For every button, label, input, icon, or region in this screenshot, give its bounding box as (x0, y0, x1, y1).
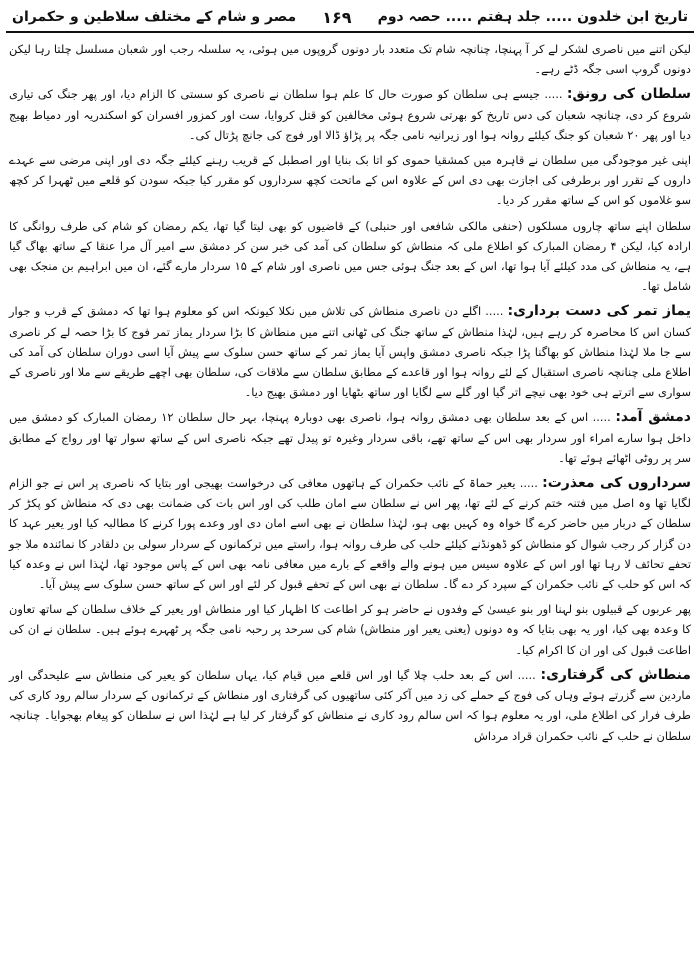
book-page (6, 4, 694, 970)
paragraph-3 (6, 150, 694, 211)
paragraph-8-text: پھر عربوں کے قبیلوں بنو لہنا اور بنو عیسیٰ کے وفدوں نے حاضر ہو کر اطاعت کا اظہار کیا اور منطاش اور یعیر کے خلاف سلطان کے ساتھ تعاون کا وعدہ بھی کیا، اور یہ بھی بتایا کہ وہ دونوں (یعنی یعیر اور منطاش) شام کی سرحد پر رحبہ نامی جگہ پر ٹھہرے ہوئے ہیں۔ سلطان نے ان کی اطاعت قبول کی اور ان کا اکرام کیا۔ (9, 602, 691, 657)
page-number: ۱۶۹ (322, 7, 352, 27)
section-heading-damishq-aamad: دمشق آمد: (615, 409, 691, 426)
paragraph-6-text: ..... اس کے بعد سلطان بھی دمشق روانہ ہوا، ناصری بھی دوبارہ پہنچا، بہر حال سلطان ۱۲ رمضان المبارک کو دمشق میں داخل ہوا سارے امراء اور سردار بھی اس کے ساتھ تھے، باقی سردار وغیرہ تو پیدل تھے جبکہ ناصری اس کے ساتھ سوار تھا اور رواج کے مطابق سر پر روٹی اٹھائے ہوئے تھا۔ (9, 410, 691, 465)
header-book-title: تاریخ ابن خلدون ..... جلد ہفتم ..... حصہ دوم (377, 9, 688, 25)
paragraph-7 (6, 473, 694, 594)
section-heading-sultan-ki-ronaq: سلطان کی رونق: (566, 86, 691, 103)
paragraph-4-text: سلطان اپنے ساتھ چاروں مسلکوں (حنفی مالکی شافعی اور حنبلی) کے قاضیوں کو بھی لیتا گیا تھا، یکم رمضان کو شام کی طرف روانگی کا ارادہ کیا، لیکن ۴ رمضان المبارک کو اطلاع ملی کہ منطاش کو سلطان کی آمد کی خبر سن کر دمشق سے امیر آل مرا عنقا کے ساتھ بھاگ گیا ہے، یہ منطاش کی مدد کیلئے آیا ہوا تھا، اس کے بعد جنگ ہوئی جس میں ناصری اور شام کے ۱۵ سردار مارے گئے، ان میں ابراہیم بن منجک بھی شامل تھا۔ (9, 218, 691, 294)
section-heading-yamaz-tamar: یماز تمر کی دست برداری: (507, 303, 691, 320)
paragraph-5-text: ..... اگلے دن ناصری منطاش کی تلاش میں نکلا کیونکہ اس کو معلوم ہوا تھا کہ دمشق کے قرب و جوار کسان اس کا محاصرہ کر رہے ہیں، لہٰذا منطاش کے ساتھ جنگ کی ٹھانی اتنے میں منطاش کا بڑا سردار یماز تمر فوج کا بڑا حصہ لے کر ناصری سے جا ملا لہٰذا منطاش کو بھاگنا پڑا جبکہ ناصری دمشق واپس آیا یماز تمر کے ساتھ حسن سلوک سے پیش آیا اسی دوران سلطان کی آمد کی اطلاع ملی چنانچہ ناصری استقبال کے لئے روانہ ہوا اور قاعدے کے مطابق سلطان سے ملاقات کی، سلطان بھی اچھے طریقے سے ملا اور ناصری کے سواری سے اترتے ہی خود بھی نیچے اتر گیا اور گلے سے لگایا اور ساتھ بٹھایا اور دمشق بھیج دیا۔ (9, 304, 691, 400)
paragraph-2-text: ..... جیسے ہی سلطان کو صورت حال کا علم ہوا سلطان نے ناصری کو سستی کا الزام دیا، اور پھر جنگ کی تیاری شروع کر دی، چنانچہ شعبان کی دس تاریخ کو بھرتی شروع ہوئی مخالفین کو قتل کروایا، ست اور کمزور افسران کو اسکندریہ اور دمیاط بھیج دیا اور پھر ۲۰ شعبان کو جنگ کیلئے روانہ ہوا اور زیرانیہ نامی جگہ پر پڑاؤ ڈالا اور فوج کی جانچ پڑتال کی۔ (9, 87, 691, 142)
paragraph-9 (6, 665, 694, 746)
paragraph-3-text: اپنی غیر موجودگی میں سلطان نے قاہرہ میں کمشقیا حموی کو اتا بک بنایا اور اصطبل کے قریب رہنے کیلئے جگہ دی اور اپنی مرضی سے عہدے داروں کے تقرر اور برطرفی کی اجازت بھی دی اس کے علاوہ اس کے ماتحت کچھ سرداروں کو مقرر کیا جبکہ سودن کو قلعے میں ٹھہرا کر کچھ سو غلاموں کو اس کے ساتھ مقرر کر دیا۔ (9, 153, 691, 208)
section-heading-mintash-ki-giraftari: منطاش کی گرفتاری: (540, 666, 691, 683)
paragraph-1 (6, 39, 694, 79)
paragraph-4 (6, 216, 694, 297)
page-body (6, 39, 694, 746)
running-header (6, 4, 694, 30)
paragraph-2 (6, 84, 694, 145)
paragraph-5 (6, 301, 694, 402)
paragraph-6 (6, 407, 694, 468)
paragraph-9-text: ..... اس کے بعد حلب چلا گیا اور اس قلعے میں قیام کیا، یہاں سلطان کو یعیر کی منطاش سے علیحدگی اور ماردین سے گزرتے ہوئے وہاں کی فوج کے حملے کی زد میں آکر کئی ساتھیوں کی گرفتاری اور منطاش کے ترکمانوں کے سردار سالم رود کاری کی طرف فرار کی اطلاع ملی، اور یہ معلوم ہوا کہ اس سالم رود کاری نے منطاش کو گرفتار کر لیا ہے لہٰذا اس نے سلطان کو پیغام بھجوایا۔ چنانچہ سلطان نے حلب کے نائب حکمران قراد مرداش (9, 667, 691, 743)
section-heading-sardaron-ki-mazrat: سرداروں کی معذرت: (542, 475, 691, 492)
header-rule (6, 31, 694, 33)
paragraph-8 (6, 599, 694, 660)
paragraph-7-text: ..... یعیر حماۃ کے نائب حکمران کے ہاتھوں معافی کی درخواست بھیجی اور بتایا کہ ناصری پر اس نے جو الزام لگایا تھا وہ اصل میں فتنہ ختم کرنے کے لئے تھا، پھر اس نے سلطان سے امان طلب کی اور اس بات کی ضمانت بھی دی کہ منطاش کو پکڑ کر سلطان کے دربار میں حاضر کرے گا خواہ وہ کہیں بھی ہو، لہٰذا سلطان نے بھی اسے امان دی اور وعدے پورا کرنے کا مطالبہ کیا اور یعیر عہد کا دن گزار کر رجب شوال کو منطاش کو ڈھونڈنے کیلئے حلب کی طرف روانہ ہوا، راستے میں ترکمانوں کے سردار سولی بن دلقادر کا نمائندہ ملا جو تحفے تحائف لا رہا تھا اور اس کے علاوہ سیس میں ہونے والے واقعے کے بارے میں معافی نامہ بھی اس کے پاس موجود تھا، لہٰذا اس نے وعدہ کیا کہ اس کو حلب کے نائب حکمران کے سپرد کر دے گا۔ سلطان نے بھی اس کے تحفے قبول کر لئے اور اس کے ساتھ حسن سلوک سے پیش آیا۔ (9, 476, 691, 592)
header-chapter-title: مصر و شام کے مختلف سلاطین و حکمران (12, 9, 297, 25)
paragraph-1-text: لیکن اتنے میں ناصری لشکر لے کر آ پہنچا، چنانچہ شام تک متعدد بار دونوں گروپوں میں ہوئی، یہ سلسلہ رجب اور شعبان مسلسل چلتا رہا لیکن دونوں گروپ اسی جگہ ڈٹے رہے۔ (9, 42, 691, 77)
